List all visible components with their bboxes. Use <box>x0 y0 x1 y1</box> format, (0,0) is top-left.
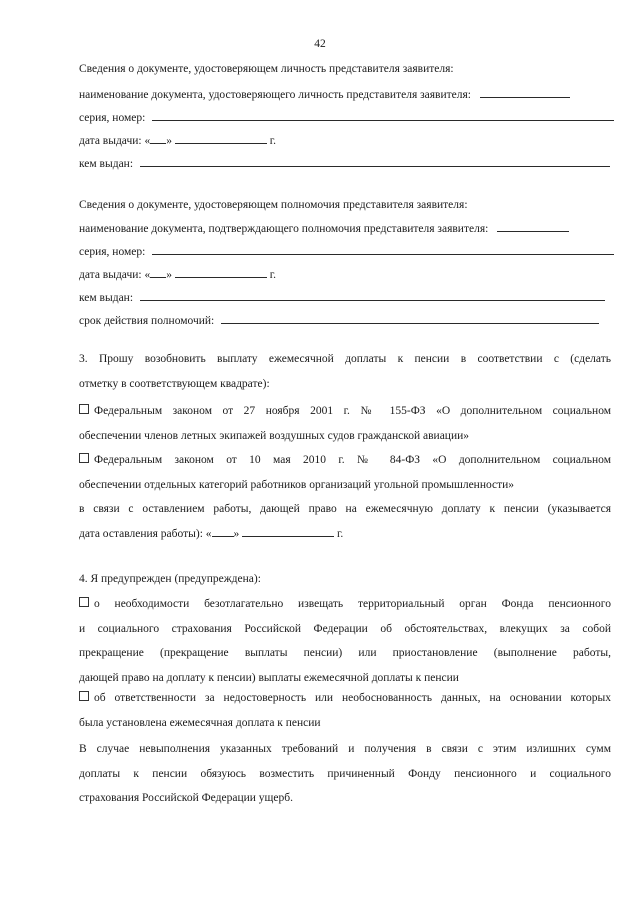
item3-request <box>79 347 611 396</box>
authority-date-close-quote: » <box>166 269 172 281</box>
authority-heading: Сведения о документе, удостоверяющем полномочия представителя заявителя: <box>79 199 468 211</box>
warn1-line2: и социального страхования Российской Федерации об обстоятельствах, влекущих за собой <box>79 622 611 635</box>
page-number: 42 <box>314 38 326 50</box>
identity-series-field[interactable] <box>152 110 614 121</box>
authority-validity-field[interactable] <box>221 313 599 324</box>
identity-date-year-suffix: г. <box>269 135 277 147</box>
leave-date-close-quote: » <box>233 527 240 540</box>
item3-option2-line2: обеспечении отдельных категорий работников организаций угольной промышленности» <box>79 478 515 491</box>
warn2-line1 <box>79 686 611 711</box>
item3-leave-line1: в связи с оставлением работы, дающей право на ежемесячную доплату к пенсии (указывается <box>79 503 611 515</box>
authority-validity-label: срок действия полномочий: <box>79 315 215 327</box>
authority-validity-row <box>79 313 599 328</box>
identity-series-row <box>79 110 614 125</box>
leave-date-month-field[interactable] <box>242 526 334 537</box>
leave-date-year-suffix: г. <box>337 527 344 540</box>
leave-date-open-quote: « <box>205 527 212 540</box>
authority-issued-by-label: кем выдан: <box>79 292 134 304</box>
item3-option-84fz <box>79 448 611 497</box>
identity-series-label: серия, номер: <box>79 112 146 124</box>
option-155fz-checkbox[interactable] <box>79 404 89 414</box>
item3-leave <box>79 497 611 546</box>
warn-liability-checkbox[interactable] <box>79 691 89 701</box>
identity-issued-by-label: кем выдан: <box>79 158 134 170</box>
leave-date-day-field[interactable] <box>212 526 234 537</box>
final-line3: страхования Российской Федерации ущерб. <box>79 792 293 804</box>
authority-doc-name-field[interactable] <box>497 221 569 232</box>
warn-notify-text: о необходимости безотлагательно извещать территориальный орган Фонда пенсионного <box>94 598 611 610</box>
warn1-line3: прекращение (прекращение выплаты пенсии) или приостановление (выполнение работы, <box>79 647 611 659</box>
item4-warning-notify <box>79 592 611 690</box>
warn1-line1 <box>79 592 611 617</box>
identity-doc-name-label: наименование документа, удостоверяющего личность представителя заявителя: <box>79 89 471 101</box>
identity-issued-by-field[interactable] <box>140 156 610 167</box>
identity-doc-name-field[interactable] <box>480 87 570 98</box>
item3-line2: отметку в соответствующем квадрате): <box>79 377 270 390</box>
warn1-line4: дающей право на доплату к пенсии) выплаты ежемесячной доплаты к пенсии <box>79 671 459 684</box>
identity-date-day-field[interactable] <box>150 133 166 144</box>
warn2-line2: была установлена ежемесячная доплата к пенсии <box>79 716 321 729</box>
option-84fz-text: Федеральным законом от 10 мая 2010 г. № 84-ФЗ «О дополнительном социальном <box>94 454 611 466</box>
warn-notify-checkbox[interactable] <box>79 597 89 607</box>
authority-date-year-suffix: г. <box>269 269 277 281</box>
item3-line1: 3. Прошу возобновить выплату ежемесячной доплаты к пенсии в соответствии с (сделать <box>79 353 611 365</box>
final-line2: доплаты к пенсии обязуюсь возместить причиненный Фонду пенсионного и социального <box>79 767 611 780</box>
item3-option1-line2: обеспечении членов летных экипажей воздушных судов гражданской авиации» <box>79 429 470 442</box>
authority-date-day-field[interactable] <box>150 267 166 278</box>
item4-final-paragraph <box>79 737 611 811</box>
option-84fz-checkbox[interactable] <box>79 453 89 463</box>
identity-date-close-quote: » <box>166 135 172 147</box>
authority-date-row <box>79 267 276 282</box>
option-155fz-text: Федеральным законом от 27 ноября 2001 г. № 155-ФЗ «О дополнительном социальном <box>94 405 611 417</box>
item3-option-155fz <box>79 399 611 448</box>
identity-doc-name-row <box>79 87 570 102</box>
authority-doc-name-row <box>79 221 569 236</box>
authority-doc-name-label: наименование документа, подтверждающего полномочия представителя заявителя: <box>79 223 489 235</box>
item3-option1-line1 <box>79 399 611 424</box>
identity-date-row <box>79 133 276 148</box>
leave-date-label: дата оставления работы): <box>79 527 203 540</box>
authority-series-row <box>79 244 614 259</box>
authority-date-open-quote: « <box>144 269 151 281</box>
identity-date-label: дата выдачи: <box>79 135 142 147</box>
final-line1: В случае невыполнения указанных требований и получения в связи с этим излишних сумм <box>79 743 611 755</box>
item4-heading: 4. Я предупрежден (предупреждена): <box>79 573 261 585</box>
identity-date-open-quote: « <box>144 135 151 147</box>
identity-date-month-field[interactable] <box>175 133 267 144</box>
item4-warning-liability <box>79 686 611 735</box>
authority-series-label: серия, номер: <box>79 246 146 258</box>
item3-option2-line1 <box>79 448 611 473</box>
identity-heading: Сведения о документе, удостоверяющем личность представителя заявителя: <box>79 63 454 75</box>
item3-leave-line2 <box>79 522 611 547</box>
authority-series-field[interactable] <box>152 244 614 255</box>
authority-issued-by-row <box>79 290 605 305</box>
authority-date-month-field[interactable] <box>175 267 267 278</box>
authority-date-label: дата выдачи: <box>79 269 142 281</box>
warn-liability-text: об ответственности за недостоверность или необоснованность данных, на основании которых <box>94 692 611 704</box>
authority-issued-by-field[interactable] <box>140 290 605 301</box>
identity-issued-by-row <box>79 156 610 171</box>
